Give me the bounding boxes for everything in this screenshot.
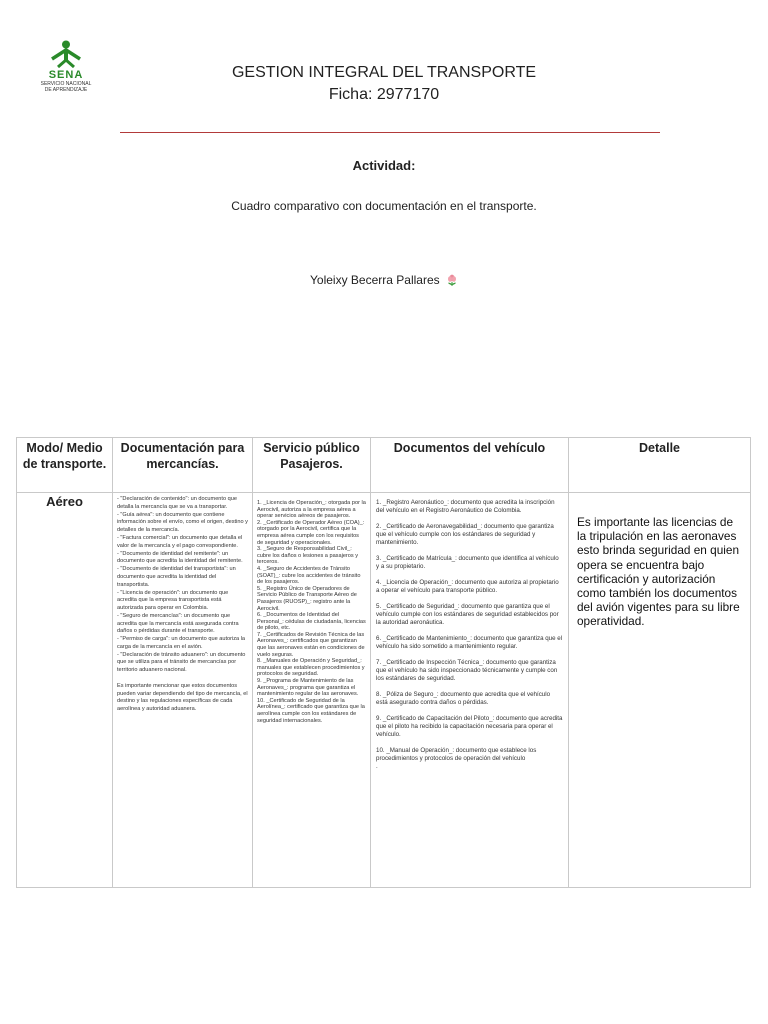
mode-cell: Aéreo <box>17 493 113 888</box>
detalle-cell: Es importante las licencias de la tripulación en las aeronaves esto brinda seguridad en quien opera se encuentra bajo certificación y autorización como también los documentos del avión vigentes para su libre operatividad. <box>569 493 751 888</box>
vehiculo-trailing: . <box>376 763 378 770</box>
pasajeros-item: 10. _Certificado de Seguridad de la Aerolínea_: certificado que garantiza que la aerolínea cumple con los estándares de seguridad internacionales. <box>257 697 365 724</box>
header-pasajeros: Servicio público Pasajeros. <box>253 438 371 493</box>
vehiculo-item: 5. _Certificado de Seguridad_: documento que garantiza que el vehículo cumple con los estándares de seguridad establecidos por la autoridad aeronáutica. <box>376 603 559 626</box>
document-header <box>0 62 768 106</box>
vehiculo-item: 2. _Certificado de Aeronavegabilidad_: documento que garantiza que el vehículo cumple con los estándares de seguridad y mantenimiento. <box>376 523 554 546</box>
author-name: Yoleixy Becerra Pallares <box>310 273 440 287</box>
header-divider <box>120 132 660 133</box>
mercancias-cell <box>113 493 253 888</box>
mercancias-item: - "Declaración de tránsito aduanero": un documento que se utiliza para el tránsito de mercancías por territorio aduanero nacional. <box>117 651 246 674</box>
vehiculo-item: 3. _Certificado de Matrícula_: documento que identifica al vehículo y a su propietario. <box>376 555 559 570</box>
vehiculo-item: 7. _Certificado de Inspección Técnica_: documento que garantiza que el vehículo ha sido inspeccionado técnicamente y cumple con los estándares de seguridad. <box>376 659 558 682</box>
header-detalle: Detalle <box>569 438 751 493</box>
vehiculo-item: 8. _Póliza de Seguro_: documento que acredita que el vehículo está asegurado contra daños o pérdidas. <box>376 691 551 706</box>
logo-subtitle-2: DE APRENDIZAJE <box>44 87 88 93</box>
pasajeros-item: 3. _Seguro de Responsabilidad Civil_: cubre los daños o lesiones a pasajeros y terceros. <box>257 546 359 566</box>
header-ficha: Ficha: 2977170 <box>328 86 440 103</box>
vehiculo-item: 9. _Certificado de Capacitación del Piloto_: documento que acredita que el piloto ha recibido la capacitación necesaria para operar el vehículo. <box>376 715 563 738</box>
pasajeros-item: 8. _Manuales de Operación y Seguridad_: manuales que establecen procedimientos y protocolos de seguridad. <box>257 658 365 678</box>
mercancias-item: - "Factura comercial": un documento que detalla el valor de la mercancía y el pago correspondiente. <box>117 534 243 549</box>
header-vehiculo: Documentos del vehículo <box>371 438 569 493</box>
vehiculo-item: 1. _Registro Aeronáutico_: documento que acredita la inscripción del vehículo en el Registro Aeronáutico de Colombia. <box>376 499 555 514</box>
pasajeros-cell <box>253 493 371 888</box>
activity-description: Cuadro comparativo con documentación en el transporte. <box>231 199 537 213</box>
pasajeros-item: 1. _Licencia de Operación_: otorgada por la Aerocivil, autoriza a la empresa aérea a operar servicios aéreos de pasajeros. <box>257 500 366 520</box>
flower-icon <box>446 274 458 289</box>
header-title: GESTION INTEGRAL DEL TRANSPORTE <box>231 64 537 81</box>
mercancias-note: Es importante mencionar que estos documentos pueden variar dependiendo del tipo de mercancía, el destino y las regulaciones específicas de cada aerolínea y autoridad aduanera. <box>117 683 248 712</box>
mercancias-item: - "Permiso de carga": un documento que autoriza la carga de la mercancía en el avión. <box>117 636 246 650</box>
mercancias-item: - "Documento de identidad del remitente": un documento que acredita la identidad del remitente. <box>117 550 243 565</box>
author-line <box>0 273 768 289</box>
pasajeros-item: 4. _Seguro de Accidentes de Tránsito (SOAT)_: cubre los accidentes de tránsito de los pasajeros. <box>257 565 361 586</box>
table-row <box>17 493 751 888</box>
pasajeros-item: 6. _Documentos de Identidad del Personal_: cédulas de ciudadanía, licencias de piloto, etc. <box>257 612 366 632</box>
mercancias-item: - "Documento de identidad del transportista": un documento que acredita la identidad del transportista. <box>117 566 236 588</box>
logo-subtitle-1: SERVICIO NACIONAL <box>40 81 92 87</box>
pasajeros-item: 2. _Certificado de Operador Aéreo (COA)_: otorgado por la Aerocivil, certifica que la empresa aérea cumple con los requisitos de seguridad y operacionales. <box>257 519 365 546</box>
mercancias-item: - "Declaración de contenido": un documento que detalla la mercancía que se va a transportar. <box>117 496 237 510</box>
pasajeros-item: 5. _Registro Único de Operadores de Servicio Público de Transporte Aéreo de Pasajeros (RUOSP)_: registro ante la Aerocivil. <box>257 585 357 612</box>
vehiculo-cell <box>371 493 569 888</box>
mercancias-item: - "Seguro de mercancías": un documento que acredita que la mercancía está asegurada contra daños o pérdidas durante el transporte. <box>117 612 239 635</box>
comparison-table <box>16 437 751 888</box>
header-mercancias: Documentación para mercancías. <box>113 438 253 493</box>
logo-brand: SENA <box>48 69 84 81</box>
header-mode: Modo/ Medio de transporte. <box>17 438 113 493</box>
vehiculo-item: 6. _Certificado de Mantenimiento_: documento que garantiza que el vehículo ha sido sometido a mantenimiento regular. <box>376 635 563 650</box>
table-header-row <box>17 438 751 493</box>
vehiculo-item: 10. _Manual de Operación_: documento que establece los procedimientos y protocolos de operación del vehículo <box>376 747 537 762</box>
mercancias-item: - "Guía aérea": un documento que contiene información sobre el envío, como el origen, destino y detalles de la mercancía. <box>117 511 248 533</box>
vehiculo-item: 4. _Licencia de Operación_: documento que autoriza al propietario a operar el vehículo para transporte público. <box>376 579 559 594</box>
pasajeros-item: 9. _Programa de Mantenimiento de las Aeronaves_: programa que garantiza el mantenimiento regular de las aeronaves. <box>257 678 359 698</box>
pasajeros-item: 7. _Certificados de Revisión Técnica de las Aeronaves_: certificados que garantizan que las aeronaves están en condiciones de vuelo seguras. <box>257 631 365 658</box>
activity-label: Actividad: <box>352 158 416 173</box>
mercancias-item: - "Licencia de operación": un documento que acredita que la empresa transportista está autorizada para operar en Colombia. <box>117 589 229 611</box>
